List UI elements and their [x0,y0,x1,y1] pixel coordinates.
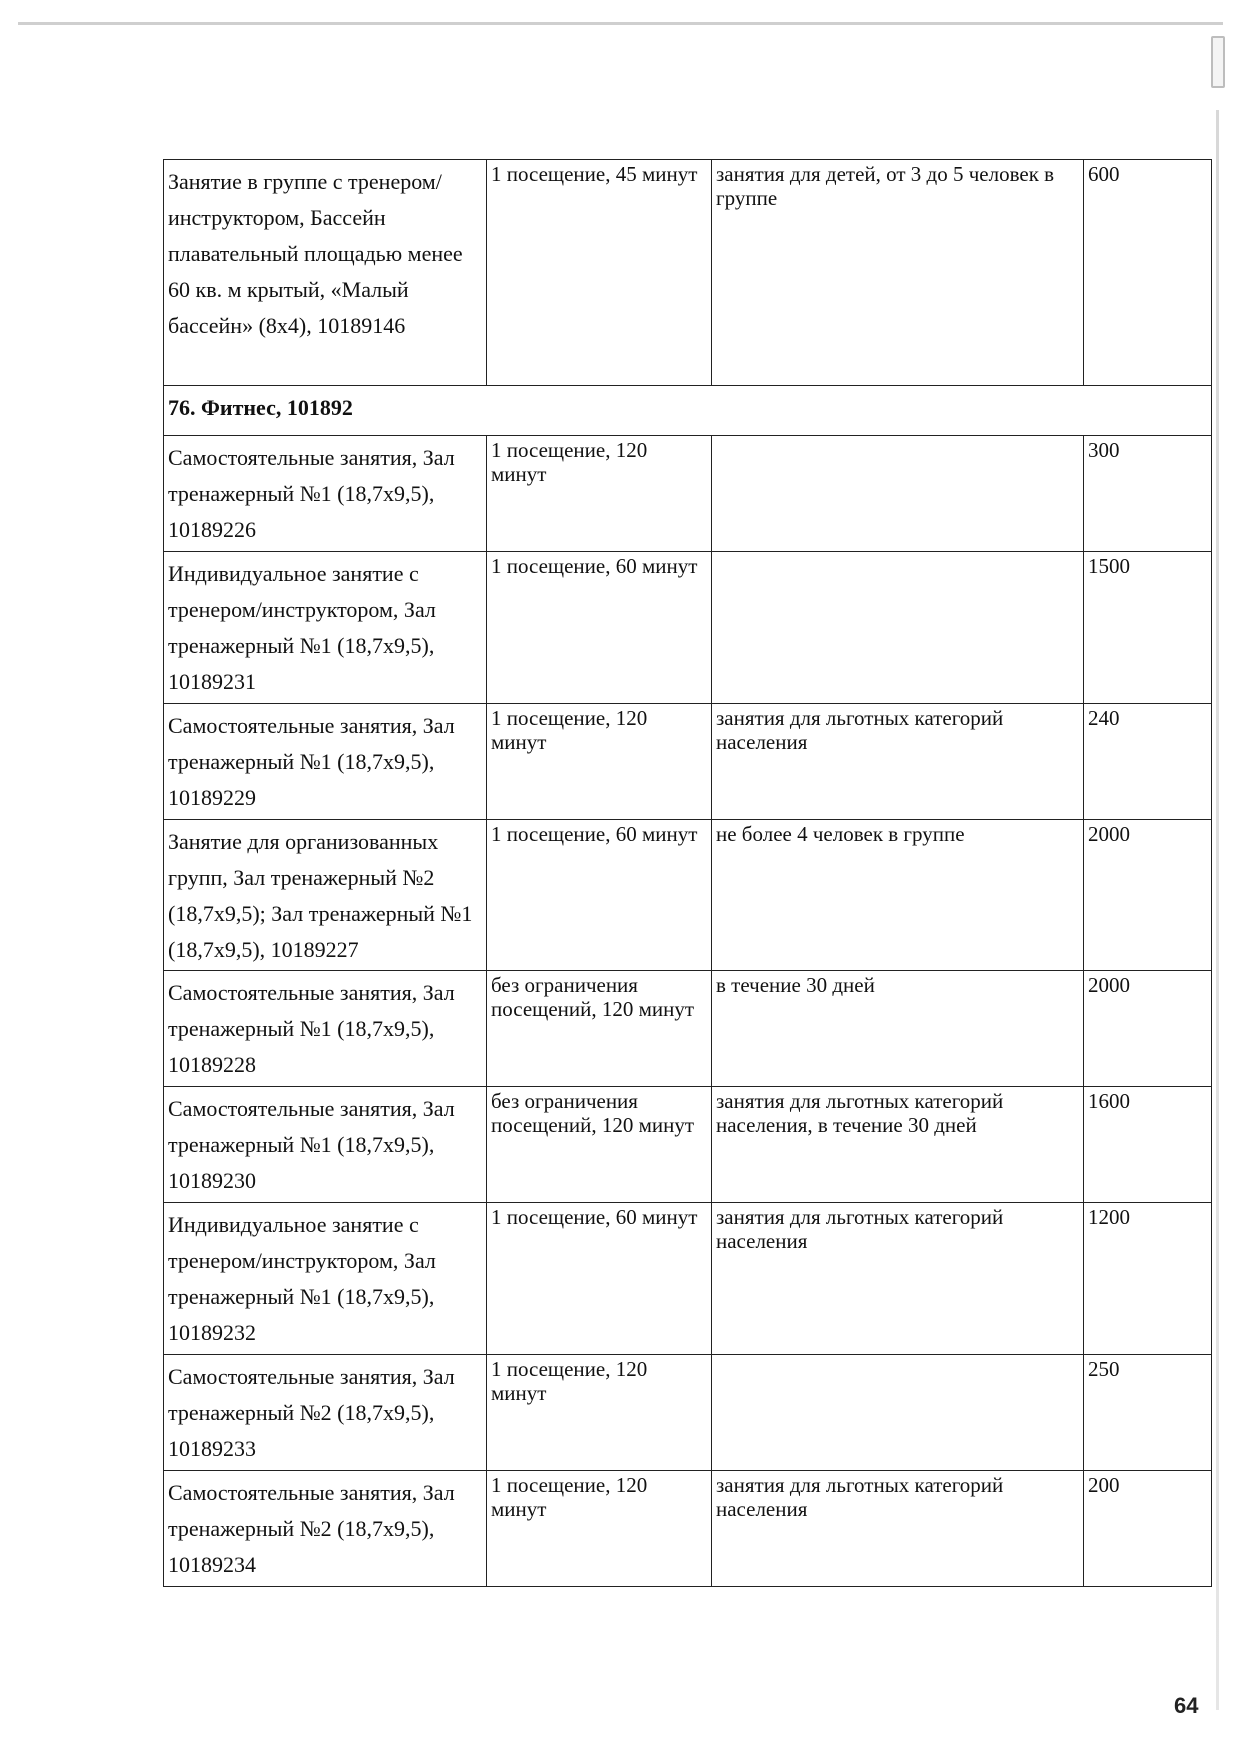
duration-cell: без ограничения посещений, 120 минут [487,1087,712,1203]
price-cell: 600 [1084,160,1212,386]
service-name-cell: Самостоятельные занятия, Зал тренажерный №2 (18,7x9,5), 10189234 [164,1471,487,1587]
table-row [164,1087,1212,1203]
table-row [164,436,1212,552]
note-cell [712,1355,1084,1471]
note-cell: в течение 30 дней [712,971,1084,1087]
duration-cell: 1 посещение, 120 минут [487,1471,712,1587]
table-row [164,160,1212,386]
table-row [164,820,1212,971]
note-cell: занятия для льготных категорий населения [712,704,1084,820]
duration-cell: 1 посещение, 45 минут [487,160,712,386]
note-cell: занятия для детей, от 3 до 5 человек в группе [712,160,1084,386]
scan-binding-mark [1211,36,1225,88]
price-cell: 1500 [1084,552,1212,704]
table-row [164,971,1212,1087]
note-cell: занятия для льготных категорий населения, в течение 30 дней [712,1087,1084,1203]
price-cell: 2000 [1084,971,1212,1087]
price-cell: 200 [1084,1471,1212,1587]
scan-right-edge [1216,110,1219,1710]
section-row [164,386,1212,436]
price-cell: 300 [1084,436,1212,552]
service-name-cell: Самостоятельные занятия, Зал тренажерный №2 (18,7x9,5), 10189233 [164,1355,487,1471]
duration-cell: 1 посещение, 60 минут [487,1203,712,1355]
page-number: 64 [1174,1693,1199,1718]
service-name-cell: Самостоятельные занятия, Зал тренажерный №1 (18,7x9,5), 10189226 [164,436,487,552]
price-cell: 2000 [1084,820,1212,971]
price-cell: 1600 [1084,1087,1212,1203]
table-row [164,1471,1212,1587]
duration-cell: 1 посещение, 120 минут [487,436,712,552]
note-cell: не более 4 человек в группе [712,820,1084,971]
service-name-cell: Самостоятельные занятия, Зал тренажерный №1 (18,7x9,5), 10189228 [164,971,487,1087]
price-cell: 240 [1084,704,1212,820]
note-cell [712,436,1084,552]
note-cell: занятия для льготных категорий населения [712,1471,1084,1587]
duration-cell: 1 посещение, 120 минут [487,1355,712,1471]
duration-cell: без ограничения посещений, 120 минут [487,971,712,1087]
table-row [164,704,1212,820]
duration-cell: 1 посещение, 60 минут [487,820,712,971]
service-name-cell: Занятие для организованных групп, Зал тренажерный №2 (18,7x9,5); Зал тренажерный №1 (18,7x9,5), 10189227 [164,820,487,971]
section-heading: 76. Фитнес, 101892 [164,386,1212,436]
note-cell [712,552,1084,704]
service-name-cell: Индивидуальное занятие с тренером/инструктором, Зал тренажерный №1 (18,7x9,5), 10189231 [164,552,487,704]
price-cell: 250 [1084,1355,1212,1471]
table-row [164,1355,1212,1471]
price-table [163,159,1212,1587]
note-cell: занятия для льготных категорий населения [712,1203,1084,1355]
price-cell: 1200 [1084,1203,1212,1355]
service-name-cell: Самостоятельные занятия, Зал тренажерный №1 (18,7x9,5), 10189229 [164,704,487,820]
duration-cell: 1 посещение, 120 минут [487,704,712,820]
duration-cell: 1 посещение, 60 минут [487,552,712,704]
table-row [164,1203,1212,1355]
service-name-cell: Самостоятельные занятия, Зал тренажерный №1 (18,7x9,5), 10189230 [164,1087,487,1203]
service-name-cell: Индивидуальное занятие с тренером/инструктором, Зал тренажерный №1 (18,7x9,5), 10189232 [164,1203,487,1355]
service-name-cell: Занятие в группе с тренером/инструктором, Бассейн плавательный площадью менее 60 кв. м крытый, «Малый бассейн» (8x4), 10189146 [164,160,487,386]
table-row [164,552,1212,704]
scan-top-rule [18,22,1223,25]
